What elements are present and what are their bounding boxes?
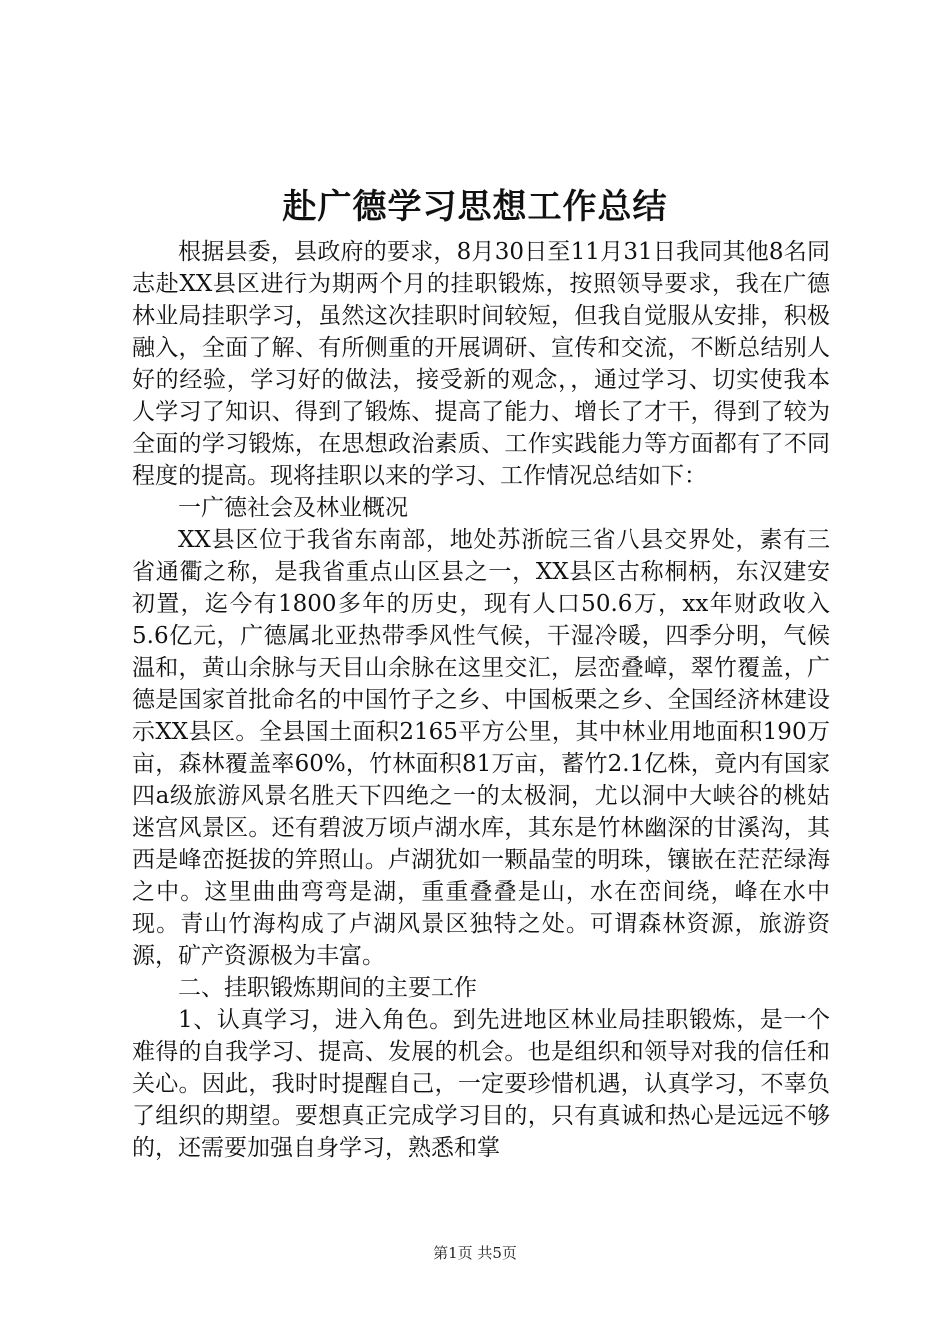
paragraph-work-1: 1、认真学习，进入角色。到先进地区林业局挂职锻炼，是一个难得的自我学习、提高、发展的机会。也是组织和领导对我的信任和关心。因此，我时时提醒自己，一定要珍惜机遇，认真学习，不辜负了组织的期望。要想真正完成学习目的，只有真诚和热心是远远不够的，还需要加强自身学习，熟悉和掌 (132, 1007, 830, 1161)
document-body (132, 236, 830, 1164)
section-heading-2: 二、挂职锻炼期间的主要工作 (178, 975, 477, 1001)
page-footer: 第1页 共5页 (433, 1244, 517, 1262)
paragraph-overview: XX县区位于我省东南部，地处苏浙皖三省八县交界处，素有三省通衢之称，是我省重点山区县之一，XX县区古称桐柄，东汉建安初置，迄今有1800多年的历史，现有人口50.6万，xx年财政收入5.6亿元，广德属北亚热带季风性气候，干湿冷暖，四季分明，气候温和，黄山余脉与天目山余脉在这里交汇，层峦叠嶂，翠竹覆盖，广德是国家首批命名的中国竹子之乡、中国板栗之乡、全国经济林建设示XX县区。全县国土面积2165平方公里，其中林业用地面积190万亩，森林覆盖率60%，竹林面积81万亩，蓄竹2.1亿株，竟内有国家四a级旅游风景名胜天下四绝之一的太极洞，尤以洞中大峡谷的桃姑迷宫风景区。还有碧波万顷卢湖水库，其东是竹林幽深的甘溪沟，其西是峰峦挺拔的笄照山。卢湖犹如一颗晶莹的明珠，镶嵌在茫茫绿海之中。这里曲曲弯弯是湖，重重叠叠是山，水在峦间绕，峰在水中现。青山竹海构成了卢湖风景区独特之处。可谓森林资源，旅游资源，矿产资源极为丰富。 (132, 527, 830, 969)
section-heading-1: 一广德社会及林业概况 (178, 495, 408, 521)
paragraph-intro: 根据县委，县政府的要求，8月30日至11月31日我同其他8名同志赴XX县区进行为期两个月的挂职锻炼，按照领导要求，我在广德林业局挂职学习，虽然这次挂职时间较短，但我自觉服从安排，积极融入，全面了解、有所侧重的开展调研、宣传和交流，不断总结别人好的经验，学习好的做法，接受新的观念，，通过学习、切实使我本人学习了知识、得到了锻炼、提高了能力、增长了才干，得到了较为全面的学习锻炼，在思想政治素质、工作实践能力等方面都有了不同程度的提高。现将挂职以来的学习、工作情况总结如下： (132, 239, 830, 489)
document-title: 赴广德学习思想工作总结 (282, 187, 668, 227)
